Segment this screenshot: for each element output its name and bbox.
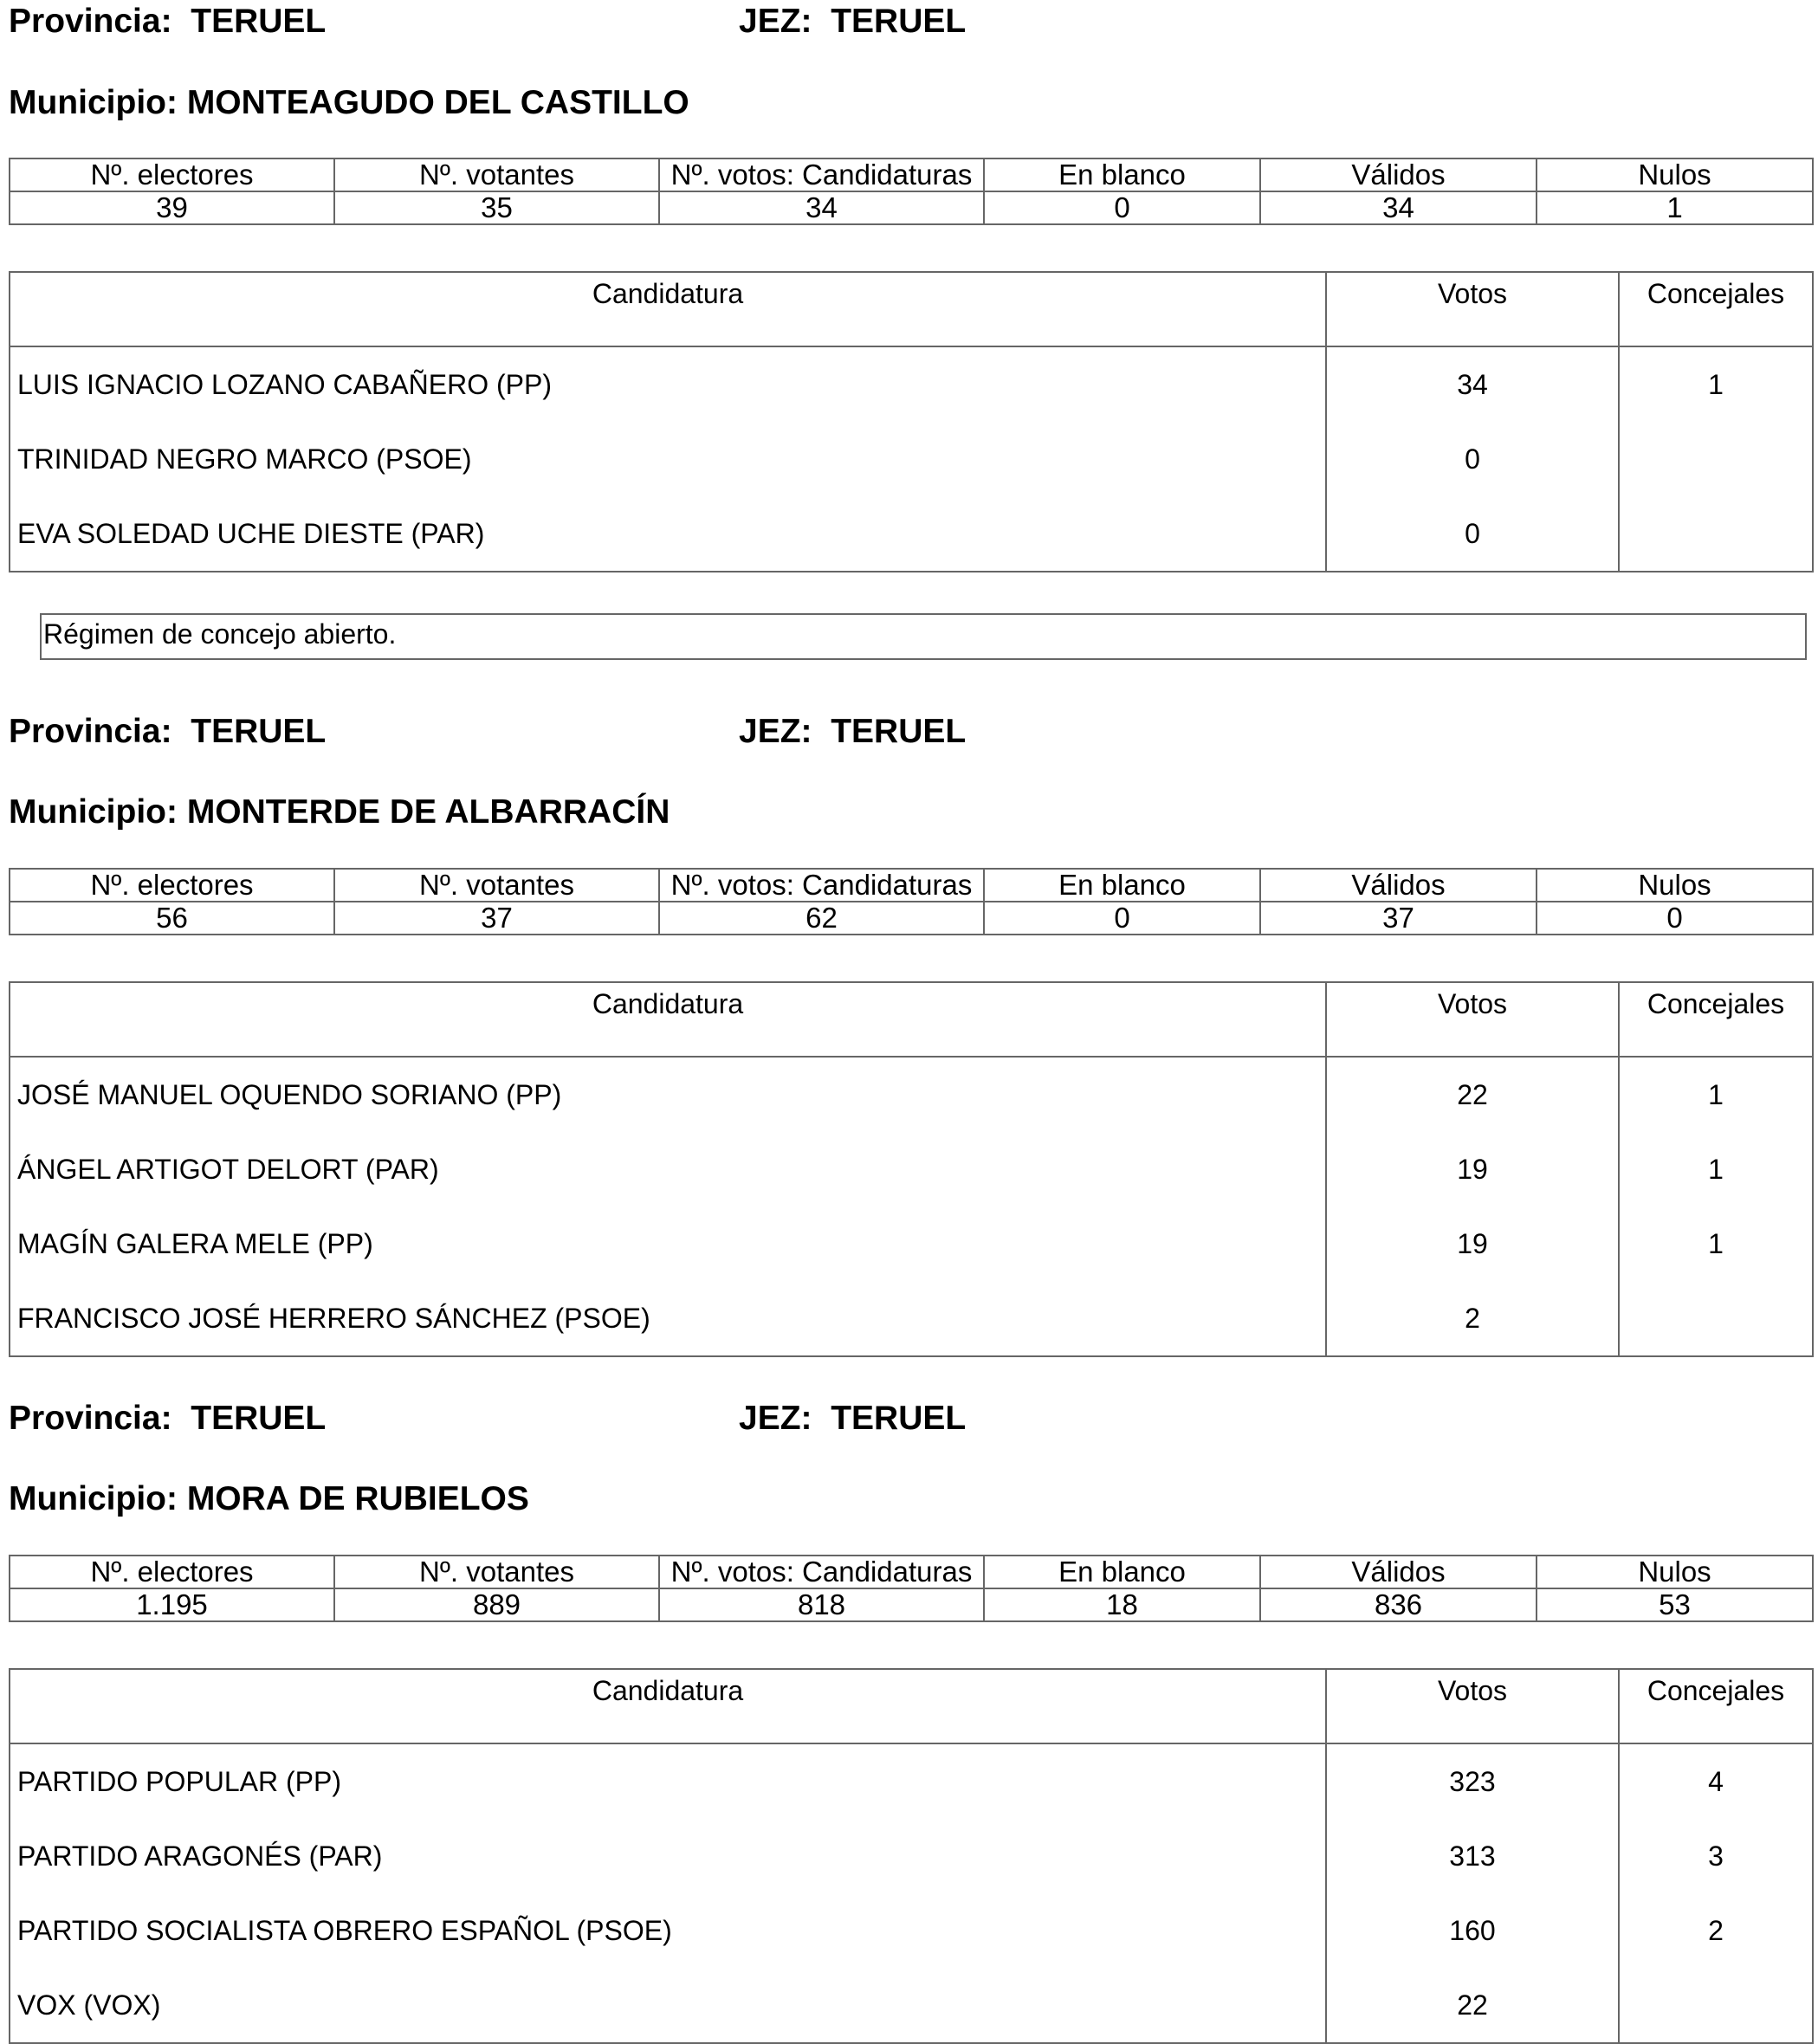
provincia-label: Provincia: bbox=[9, 1400, 172, 1437]
stats-value-votantes: 889 bbox=[334, 1588, 659, 1621]
stats-table bbox=[9, 158, 1814, 225]
provincia-header bbox=[9, 1399, 326, 1439]
candidate-votos: 313 bbox=[1326, 1819, 1619, 1893]
stats-value-nulos: 53 bbox=[1537, 1588, 1813, 1621]
stats-header-votos-candidaturas: Nº. votos: Candidaturas bbox=[659, 1556, 984, 1588]
candidate-name: PARTIDO SOCIALISTA OBRERO ESPAÑOL (PSOE) bbox=[10, 1893, 1326, 1968]
provincia-header bbox=[9, 2, 326, 42]
candidate-votos: 34 bbox=[1326, 346, 1619, 422]
municipio-label: Municipio: bbox=[9, 1480, 178, 1517]
table-row bbox=[10, 1206, 1813, 1281]
stats-value-electores: 39 bbox=[10, 191, 334, 224]
cand-header-concejales: Concejales bbox=[1619, 272, 1813, 346]
jez-value: TERUEL bbox=[831, 3, 967, 40]
candidate-concejales: 1 bbox=[1619, 346, 1813, 422]
candidate-name: FRANCISCO JOSÉ HERRERO SÁNCHEZ (PSOE) bbox=[10, 1281, 1326, 1356]
stats-value-en-blanco: 18 bbox=[984, 1588, 1260, 1621]
candidate-votos: 2 bbox=[1326, 1281, 1619, 1356]
candidate-concejales: 2 bbox=[1619, 1893, 1813, 1968]
municipio-label: Municipio: bbox=[9, 793, 178, 831]
municipio-value: MONTERDE DE ALBARRACÍN bbox=[186, 793, 670, 831]
provincia-header bbox=[9, 712, 326, 752]
stats-header-en-blanco: En blanco bbox=[984, 158, 1260, 191]
stats-value-electores: 56 bbox=[10, 902, 334, 935]
stats-header-en-blanco: En blanco bbox=[984, 869, 1260, 902]
jez-header bbox=[739, 1399, 966, 1439]
candidate-name: PARTIDO ARAGONÉS (PAR) bbox=[10, 1819, 1326, 1893]
table-row bbox=[10, 1281, 1813, 1356]
stats-value-electores: 1.195 bbox=[10, 1588, 334, 1621]
candidates-table bbox=[9, 271, 1814, 572]
candidate-concejales bbox=[1619, 422, 1813, 496]
stats-header-validos: Válidos bbox=[1260, 1556, 1537, 1588]
candidate-votos: 0 bbox=[1326, 422, 1619, 496]
cand-header-candidatura: Candidatura bbox=[10, 982, 1326, 1057]
municipio-value: MONTEAGUDO DEL CASTILLO bbox=[186, 84, 689, 121]
stats-header-nulos: Nulos bbox=[1537, 869, 1813, 902]
candidate-name: ÁNGEL ARTIGOT DELORT (PAR) bbox=[10, 1132, 1326, 1206]
candidate-name: EVA SOLEDAD UCHE DIESTE (PAR) bbox=[10, 496, 1326, 572]
cand-header-votos: Votos bbox=[1326, 982, 1619, 1057]
candidate-votos: 323 bbox=[1326, 1743, 1619, 1819]
candidate-name: VOX (VOX) bbox=[10, 1968, 1326, 2043]
stats-table bbox=[9, 868, 1814, 935]
provincia-label: Provincia: bbox=[9, 713, 172, 750]
municipio-header bbox=[9, 792, 670, 832]
stats-header-electores: Nº. electores bbox=[10, 1556, 334, 1588]
candidates-table bbox=[9, 1668, 1814, 2044]
candidate-name: PARTIDO POPULAR (PP) bbox=[10, 1743, 1326, 1819]
table-row bbox=[10, 1057, 1813, 1132]
stats-value-en-blanco: 0 bbox=[984, 902, 1260, 935]
jez-value: TERUEL bbox=[831, 713, 967, 750]
stats-header-votos-candidaturas: Nº. votos: Candidaturas bbox=[659, 869, 984, 902]
candidate-name: JOSÉ MANUEL OQUENDO SORIANO (PP) bbox=[10, 1057, 1326, 1132]
cand-header-candidatura: Candidatura bbox=[10, 1669, 1326, 1743]
stats-header-validos: Válidos bbox=[1260, 869, 1537, 902]
stats-header-electores: Nº. electores bbox=[10, 869, 334, 902]
candidate-concejales bbox=[1619, 496, 1813, 572]
candidate-concejales: 1 bbox=[1619, 1206, 1813, 1281]
jez-value: TERUEL bbox=[831, 1400, 967, 1437]
candidate-name: LUIS IGNACIO LOZANO CABAÑERO (PP) bbox=[10, 346, 1326, 422]
stats-value-nulos: 0 bbox=[1537, 902, 1813, 935]
provincia-value: TERUEL bbox=[191, 1400, 327, 1437]
candidate-votos: 22 bbox=[1326, 1057, 1619, 1132]
stats-header-electores: Nº. electores bbox=[10, 158, 334, 191]
candidate-votos: 160 bbox=[1326, 1893, 1619, 1968]
stats-value-validos: 34 bbox=[1260, 191, 1537, 224]
table-row bbox=[10, 422, 1813, 496]
jez-label: JEZ: bbox=[739, 3, 812, 40]
jez-header bbox=[739, 712, 966, 752]
jez-label: JEZ: bbox=[739, 1400, 812, 1437]
stats-value-votantes: 37 bbox=[334, 902, 659, 935]
table-row bbox=[10, 1132, 1813, 1206]
candidate-name: TRINIDAD NEGRO MARCO (PSOE) bbox=[10, 422, 1326, 496]
stats-header-votantes: Nº. votantes bbox=[334, 1556, 659, 1588]
jez-header bbox=[739, 2, 966, 42]
stats-header-votantes: Nº. votantes bbox=[334, 869, 659, 902]
stats-value-validos: 836 bbox=[1260, 1588, 1537, 1621]
candidate-votos: 19 bbox=[1326, 1132, 1619, 1206]
stats-header-nulos: Nulos bbox=[1537, 1556, 1813, 1588]
candidate-concejales: 1 bbox=[1619, 1132, 1813, 1206]
stats-table bbox=[9, 1555, 1814, 1622]
stats-value-votantes: 35 bbox=[334, 191, 659, 224]
table-row bbox=[10, 496, 1813, 572]
table-row bbox=[10, 1819, 1813, 1893]
cand-header-candidatura: Candidatura bbox=[10, 272, 1326, 346]
municipio-header bbox=[9, 83, 689, 123]
municipio-value: MORA DE RUBIELOS bbox=[186, 1480, 529, 1517]
cand-header-concejales: Concejales bbox=[1619, 982, 1813, 1057]
stats-header-validos: Válidos bbox=[1260, 158, 1537, 191]
candidate-name: MAGÍN GALERA MELE (PP) bbox=[10, 1206, 1326, 1281]
stats-value-votos-candidaturas: 818 bbox=[659, 1588, 984, 1621]
stats-value-nulos: 1 bbox=[1537, 191, 1813, 224]
stats-header-votos-candidaturas: Nº. votos: Candidaturas bbox=[659, 158, 984, 191]
candidate-concejales: 3 bbox=[1619, 1819, 1813, 1893]
candidate-concejales: 4 bbox=[1619, 1743, 1813, 1819]
provincia-label: Provincia: bbox=[9, 3, 172, 40]
candidate-votos: 19 bbox=[1326, 1206, 1619, 1281]
provincia-value: TERUEL bbox=[191, 713, 327, 750]
stats-value-votos-candidaturas: 34 bbox=[659, 191, 984, 224]
table-row bbox=[10, 1968, 1813, 2043]
table-row bbox=[10, 346, 1813, 422]
table-row bbox=[10, 1893, 1813, 1968]
cand-header-concejales: Concejales bbox=[1619, 1669, 1813, 1743]
note-box: Régimen de concejo abierto. bbox=[40, 613, 1807, 660]
candidate-concejales: 1 bbox=[1619, 1057, 1813, 1132]
stats-value-en-blanco: 0 bbox=[984, 191, 1260, 224]
stats-header-nulos: Nulos bbox=[1537, 158, 1813, 191]
stats-header-votantes: Nº. votantes bbox=[334, 158, 659, 191]
jez-label: JEZ: bbox=[739, 713, 812, 750]
stats-value-votos-candidaturas: 62 bbox=[659, 902, 984, 935]
municipio-label: Municipio: bbox=[9, 84, 178, 121]
candidate-votos: 22 bbox=[1326, 1968, 1619, 2043]
municipio-header bbox=[9, 1479, 529, 1519]
table-row bbox=[10, 1743, 1813, 1819]
stats-value-validos: 37 bbox=[1260, 902, 1537, 935]
stats-header-en-blanco: En blanco bbox=[984, 1556, 1260, 1588]
candidate-votos: 0 bbox=[1326, 496, 1619, 572]
provincia-value: TERUEL bbox=[191, 3, 327, 40]
cand-header-votos: Votos bbox=[1326, 1669, 1619, 1743]
candidate-concejales bbox=[1619, 1281, 1813, 1356]
candidate-concejales bbox=[1619, 1968, 1813, 2043]
candidates-table bbox=[9, 981, 1814, 1357]
cand-header-votos: Votos bbox=[1326, 272, 1619, 346]
